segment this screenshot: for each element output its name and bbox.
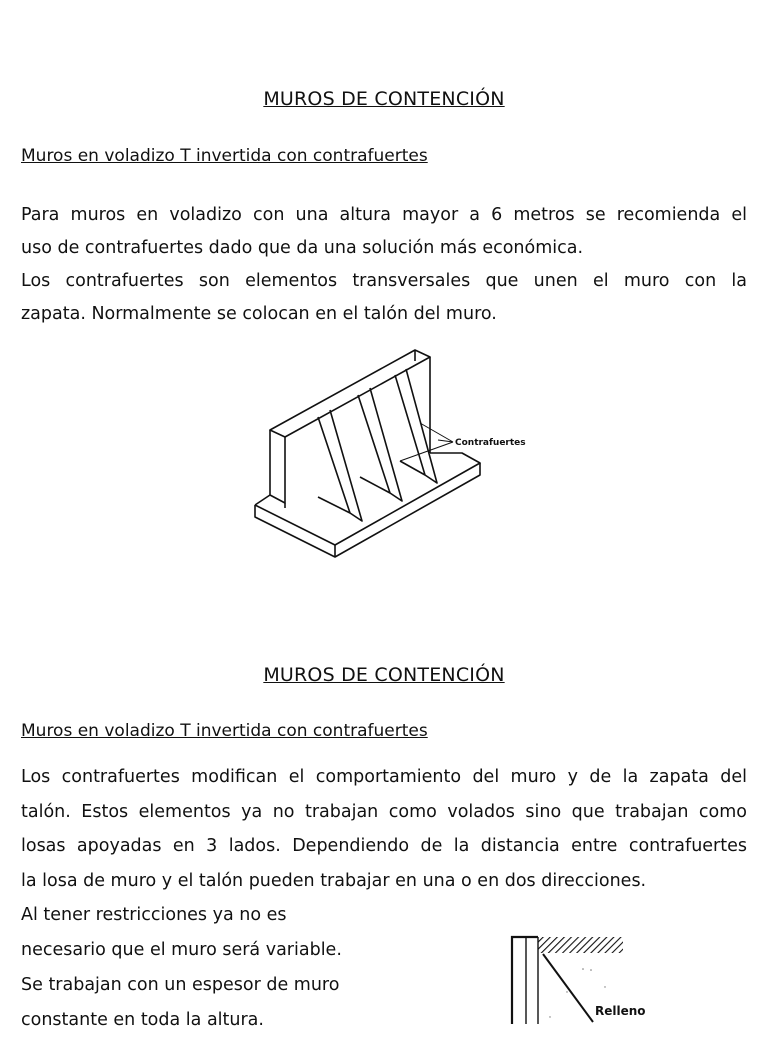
paragraph-line: necesario que el muro será variable.: [21, 940, 342, 960]
paragraph-line: losas apoyadas en 3 lados. Dependiendo de la distancia entre contrafuertes: [21, 836, 747, 856]
paragraph-line: la losa de muro y el talón pueden trabajar en una o en dos direcciones.: [21, 870, 647, 891]
paragraph-line: Los contrafuertes modifican el comportamiento del muro y de la zapata del: [21, 767, 747, 787]
figure-label: Relleno: [595, 1004, 646, 1018]
backfill-hatch: [538, 937, 623, 953]
counterfort-wall-figure: [250, 345, 540, 570]
page-title: MUROS DE CONTENCIÓN: [263, 664, 505, 686]
paragraph-line: zapata. Normalmente se colocan en el talón del muro.: [21, 304, 497, 324]
section-subtitle: Muros en voladizo T invertida con contrafuertes: [21, 146, 428, 166]
wall-top-face: [270, 350, 430, 437]
paragraph-line: Al tener restricciones ya no es: [21, 905, 287, 925]
paragraph-line: talón. Estos elementos ya no trabajan como volados sino que trabajan como: [21, 801, 747, 822]
paragraph-line: Se trabajan con un espesor de muro: [21, 975, 340, 995]
paragraph-line: uso de contrafuertes dado que da una solución más económica.: [21, 238, 584, 258]
section-subtitle: Muros en voladizo T invertida con contrafuertes: [21, 721, 428, 741]
wall-section-figure: [505, 932, 646, 1024]
page-title: MUROS DE CONTENCIÓN: [263, 88, 505, 110]
paragraph: [21, 898, 381, 1038]
paragraph-line: Los contrafuertes son elementos transversales que unen el muro con la: [21, 271, 747, 291]
paragraph: [21, 760, 747, 898]
paragraph-line: constante en toda la altura.: [21, 1010, 264, 1030]
paragraph-line: Para muros en voladizo con una altura mayor a 6 metros se recomienda el: [21, 205, 747, 225]
figure-label: Contrafuertes: [455, 438, 526, 448]
counterfort-1: [318, 410, 362, 521]
counterfort-2: [358, 388, 402, 501]
paragraph: [21, 199, 747, 331]
